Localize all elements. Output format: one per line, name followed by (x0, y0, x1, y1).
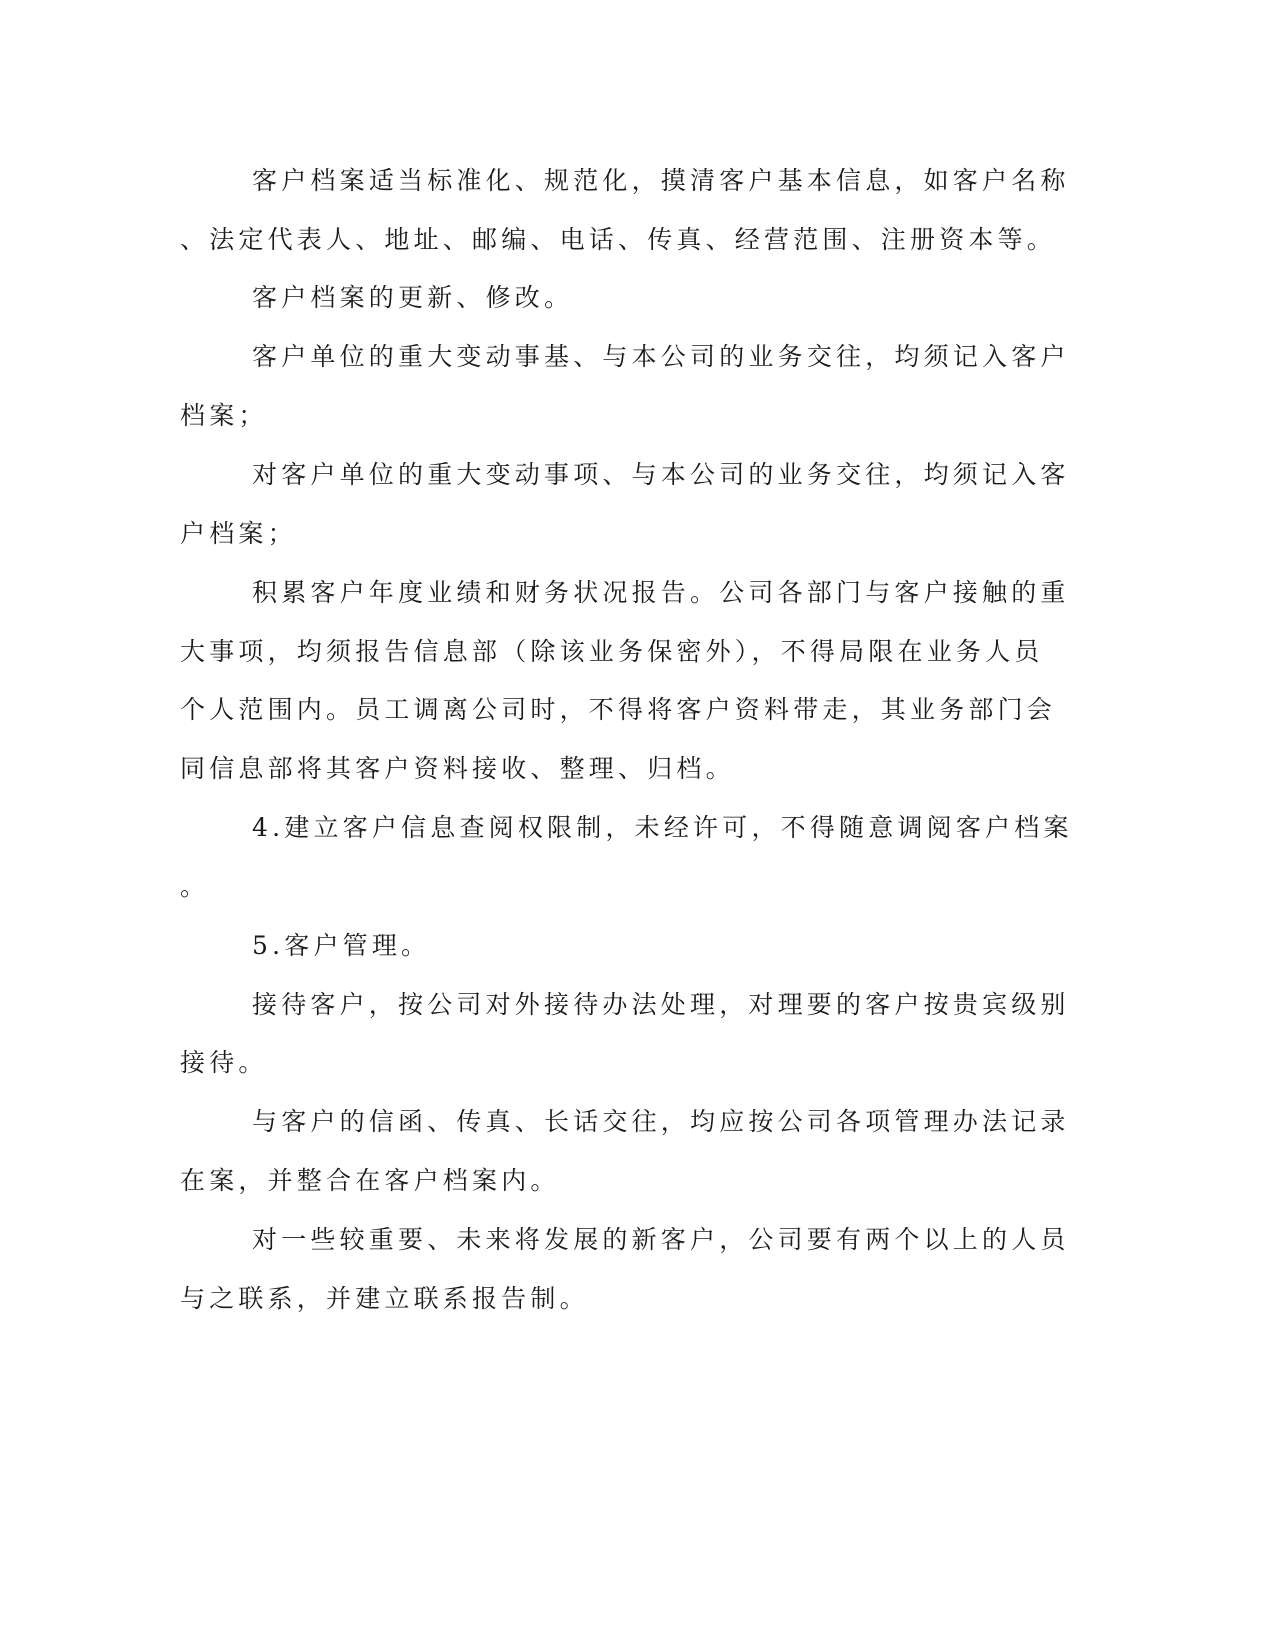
paragraph-line: 客户单位的重大变动事基、与本公司的业务交往，均须记入客户 (252, 342, 1070, 371)
paragraph-line: 与客户的信函、传真、长话交往，均应按公司各项管理办法记录 (252, 1107, 1070, 1136)
paragraph-line: 同信息部将其客户资料接收、整理、归档。 (180, 754, 735, 783)
paragraph-line: 与之联系，并建立联系报告制。 (180, 1284, 589, 1313)
paragraph-line: 档案； (180, 401, 268, 430)
paragraph-line: 4.建立客户信息查阅权限制，未经许可，不得随意调阅客户档案 (252, 813, 1073, 842)
paragraph-line: 客户档案适当标准化、规范化，摸清客户基本信息，如客户名称 (252, 166, 1070, 195)
paragraph-line: 积累客户年度业绩和财务状况报告。公司各部门与客户接触的重 (252, 578, 1070, 607)
paragraph-line: 接待。 (180, 1048, 268, 1077)
paragraph-line: 在案，并整合在客户档案内。 (180, 1166, 560, 1195)
paragraph-line: 。 (180, 872, 210, 901)
paragraph-line: 大事项，均须报告信息部（除该业务保密外），不得局限在业务人员 (180, 637, 1044, 666)
paragraph-line: 客户档案的更新、修改。 (252, 283, 574, 312)
paragraph-line: 5.客户管理。 (252, 931, 431, 960)
paragraph-line: 对一些较重要、未来将发展的新客户，公司要有两个以上的人员 (252, 1225, 1070, 1254)
paragraph-line: 户档案； (180, 519, 297, 548)
paragraph-line: 个人范围内。员工调离公司时，不得将客户资料带走，其业务部门会 (180, 695, 1057, 724)
paragraph-line: 对客户单位的重大变动事项、与本公司的业务交往，均须记入客 (252, 460, 1070, 489)
paragraph-line: 接待客户，按公司对外接待办法处理，对理要的客户按贵宾级别 (252, 990, 1070, 1019)
paragraph-line: 、法定代表人、地址、邮编、电话、传真、经营范围、注册资本等。 (180, 225, 1057, 254)
